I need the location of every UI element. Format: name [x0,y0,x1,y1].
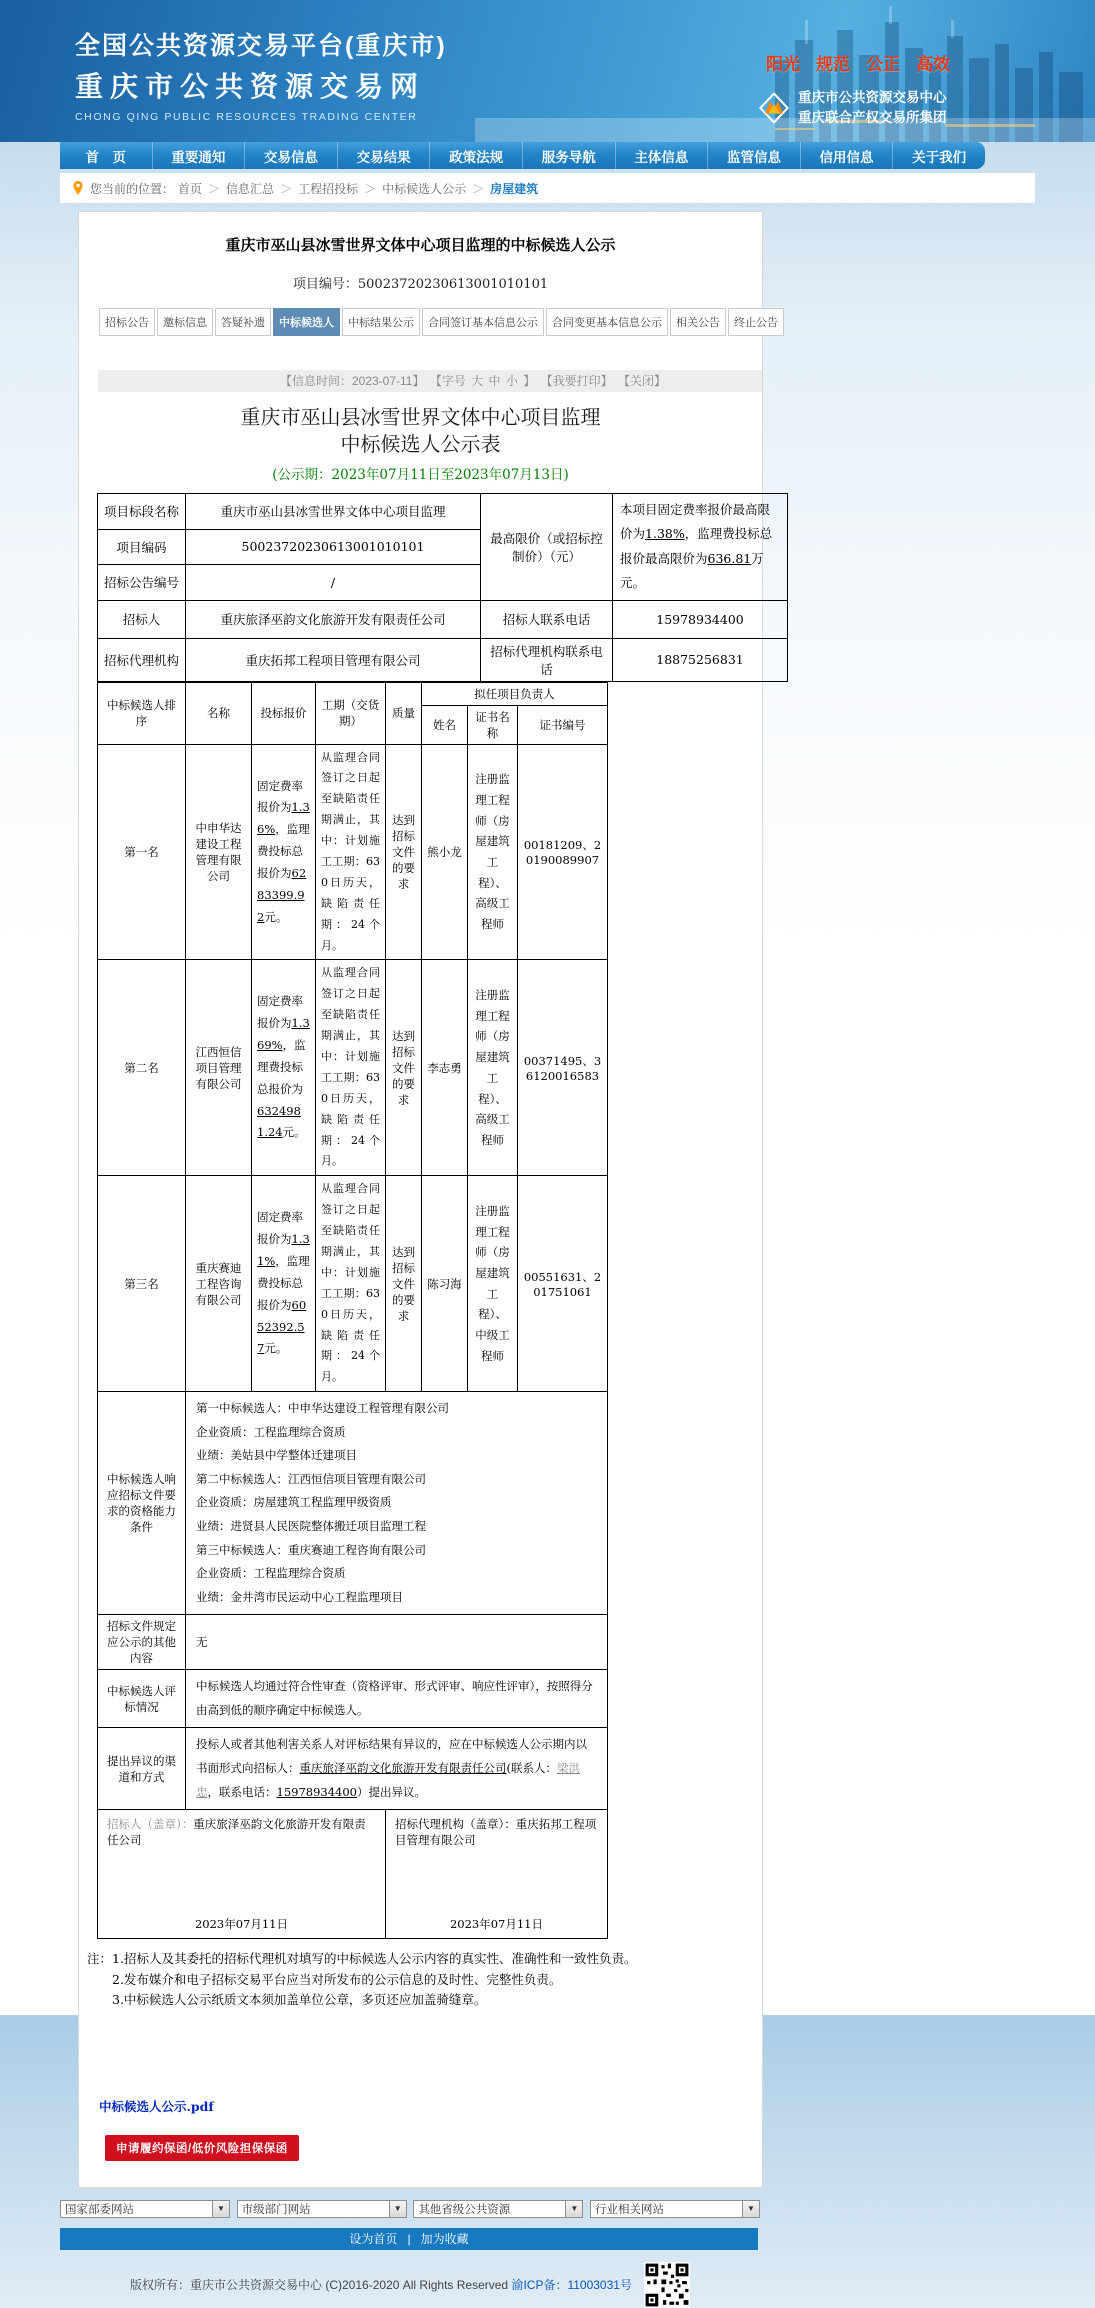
candidate-cert-no: 00371495、36120016583 [518,960,608,1176]
tenderer-phone: 15978934400 [613,600,788,638]
header-cert-name: 证书名称 [468,705,518,744]
row-label: 招标人 [98,600,186,638]
close-button[interactable]: 【关闭】 [617,374,666,388]
project-section-name: 重庆市巫山县冰雪世界文体中心项目监理 [186,494,481,530]
candidate-name: 重庆赛迪工程咨询有限公司 [186,1176,252,1392]
attachment-pdf-link[interactable]: 中标候选人公示.pdf [99,2098,214,2114]
price-part: 固定费率报价为 [257,778,303,815]
select-other-province-resources[interactable] [413,2200,583,2218]
qualification-line: 业绩：进贤县人民医院整体搬迁项目监理工程 [196,1519,426,1534]
tenderer-name: 重庆旅泽巫韵文化旅游开发有限责任公司 [186,600,481,638]
tenderer-seal-label: 招标人（盖章）： [107,1817,194,1832]
qualification-line: 业绩：美姑县中学整体迁建项目 [196,1448,357,1463]
dropdown-arrow-icon[interactable]: ▼ [565,2201,582,2217]
section-label: 中标候选人响应招标文件要求的资格能力条件 [98,1392,186,1615]
nav-item-service-guide[interactable]: 服务导航 [523,142,616,169]
tab-contract-signing-info[interactable]: 合同签订基本信息公示 [422,308,544,336]
nav-item-trade-info[interactable]: 交易信息 [245,142,338,169]
tab-result-publicity[interactable]: 中标结果公示 [342,308,420,336]
nav-item-notices[interactable]: 重要通知 [153,142,246,169]
evaluation-content: 中标候选人均通过符合性审查（资格评审、形式评审、响应性评审），按照得分由高到低的顺序确定中标候选人。 [186,1670,608,1728]
candidate-row-3 [98,1176,608,1392]
project-number-line [79,273,762,292]
dropdown-arrow-icon[interactable]: ▼ [742,2201,759,2217]
font-size-large-button[interactable]: 大 [471,374,484,388]
content-panel [78,211,778,2188]
guarantee-apply-button[interactable]: 申请履约保函/低价风险担保保函 [105,2135,299,2161]
breadcrumb-link-home[interactable]: 首页 [178,181,203,196]
objection-part: ，联系电话： [207,1784,277,1799]
candidate-person: 李志勇 [422,960,468,1176]
article-title: 重庆市巫山县冰雪世界文体中心项目监理的中标候选人公示 [225,236,616,254]
breadcrumb-separator: ＞ [472,181,485,196]
objection-part: (联系人： [506,1760,557,1775]
document-title [79,404,762,458]
candidate-price [252,1176,316,1392]
tab-winning-candidates[interactable]: 中标候选人 [273,308,340,336]
copyright-text: 版权所有：重庆市公共资源交易中心 (C)2016-2020 All Rights Reserved [130,2278,509,2293]
note-line: 2.发布媒介和电子招标交易平台应当对所发布的公示信息的及时性、完整性负责。 [112,1971,562,1987]
price-part: 元。 [264,1341,288,1356]
info-time: 【信息时间：2023-07-11】 [279,374,425,388]
qualification-row [98,1392,608,1615]
breadcrumb-separator: ＞ [208,181,221,196]
slogan-words [766,50,950,75]
price-amount: 6052392.57 [257,1297,307,1356]
objection-content [186,1728,608,1810]
tab-bid-announcement[interactable]: 招标公告 [99,308,155,336]
candidate-row-2 [98,960,608,1176]
section-label: 提出异议的渠道和方式 [98,1728,186,1810]
set-home-link[interactable]: 设为首页 [349,2232,398,2247]
copyright-bar [60,2262,760,2308]
agency-seal-name: 重庆拓邦工程项目管理有限公司 [395,1817,597,1848]
other-content-row [98,1615,608,1670]
breadcrumb [60,173,1035,203]
document-title-line2: 中标候选人公示表 [340,432,501,456]
dropdown-arrow-icon[interactable]: ▼ [389,2201,406,2217]
header-leader: 拟任项目负责人 [422,682,608,705]
breadcrumb-prefix: 您当前的位置： [90,181,175,196]
select-value: 其他省级公共资源 [418,2203,511,2216]
breadcrumb-link-candidate-publicity[interactable]: 中标候选人公示 [382,181,467,196]
org-line1: 重庆市公共资源交易中心 [798,90,947,105]
candidate-person: 陈习海 [422,1176,468,1392]
slogan-word: 公正 [866,55,900,74]
home-favorite-bar [60,2228,758,2250]
note-line: 3.中标候选人公示纸质文本须加盖单位公章，多页还应加盖骑缝章。 [112,1992,487,2008]
price-rate: 1.369% [257,1016,310,1053]
candidate-person: 熊小龙 [422,744,468,960]
objection-part: 投标人或者其他利害关系人对评标结果有异议的，应在中标候选人公示期内以书面形式向招标人： [196,1737,587,1775]
nav-item-about-us[interactable]: 关于我们 [912,149,967,165]
tab-contract-change-info[interactable]: 合同变更基本信息公示 [546,308,668,336]
nav-item-entity-info[interactable]: 主体信息 [616,142,709,169]
print-button[interactable]: 【我要打印】 [540,374,613,388]
nav-item-trade-results[interactable]: 交易结果 [338,142,431,169]
breadcrumb-separator: ＞ [280,181,293,196]
header-price: 投标报价 [252,682,316,744]
candidate-quality: 达到招标文件的要求 [386,1176,422,1392]
nav-item-credit-info[interactable]: 信用信息 [801,142,894,169]
site-title-english: CHONG QING PUBLIC RESOURCES TRADING CENTER [75,111,418,123]
candidate-rank: 第三名 [98,1176,186,1392]
candidates-table [97,682,608,1940]
price-rate: 1.31% [257,1232,310,1268]
candidate-cert: 注册监理工程师（房屋建筑工程）、高级工程师 [468,744,518,960]
candidate-rank: 第一名 [98,744,186,960]
breadcrumb-link-bidding[interactable]: 工程招投标 [298,181,359,196]
tenderer-seal-name: 重庆旅泽巫韵文化旅游开发有限责任公司 [107,1817,366,1848]
row-label: 招标代理机构联系电话 [481,638,613,681]
project-number-value: 50023720230613001010101 [357,277,549,292]
price-amount: 6283399.92 [257,865,307,924]
select-industry-sites[interactable] [590,2200,760,2218]
project-code: 50023720230613001010101 [186,529,481,565]
candidate-duration: 从监理合同签订之日起至缺陷责任期满止，其中：计划施工工期：630日历天，缺陷责任期：24个月。 [316,744,386,960]
nav-item-policies[interactable]: 政策法规 [430,142,523,169]
price-part: ，监理费投标总报价为 [257,822,310,880]
price-part: 固定费率报价为 [257,1210,303,1247]
candidate-duration: 从监理合同签订之日起至缺陷责任期满止，其中：计划施工工期：630日历天，缺陷责任期：24个月。 [316,1176,386,1392]
price-limit-text [613,494,788,601]
slogan-word: 规范 [816,55,850,74]
other-content-value: 无 [186,1615,608,1670]
candidate-cert-no: 00551631、201751061 [518,1176,608,1392]
price-part: 固定费率报价为 [257,994,303,1031]
qualification-line: 企业资质：工程监理综合资质 [196,1566,346,1581]
section-label: 招标文件规定应公示的其他内容 [98,1615,186,1670]
project-number-label: 项目编号： [292,277,358,292]
candidate-quality: 达到招标文件的要求 [386,960,422,1176]
tenderer-sign-date: 2023年07月11日 [194,1917,289,1932]
header-cert-no: 证书编号 [518,705,608,744]
tab-invitation-info[interactable]: 邀标信息 [157,308,213,336]
org-block [758,88,947,127]
header-rank: 中标候选人排序 [98,682,186,744]
announcement-number: / [186,565,481,601]
price-part: 元。 [282,1125,306,1140]
row-label: 招标公告编号 [98,565,186,601]
select-national-ministry-sites[interactable] [60,2200,230,2218]
site-banner [0,0,1095,142]
icp-number: 渝ICP备：11003031号 [511,2278,632,2293]
font-size-bracket: 】 [523,374,536,388]
header-quality: 质量 [386,682,422,744]
objection-tenderer: 重庆旅泽巫韵文化旅游开发有限责任公司 [299,1760,507,1775]
breadcrumb-separator: ＞ [364,181,377,196]
row-label: 招标人联系电话 [481,600,613,638]
price-part: ，监理费投标总报价为 [257,1038,306,1096]
evaluation-row [98,1670,608,1728]
limit-amount-value: 636.81 [707,550,752,566]
header-person: 姓名 [422,705,468,744]
font-size-small-button[interactable]: 小 [505,374,518,388]
nav-item-home[interactable]: 首 页 [60,142,153,169]
qualification-line: 企业资质：房屋建筑工程监理甲级资质 [196,1495,392,1510]
candidate-cert: 注册监理工程师（房屋建筑工程）、中级工程师 [468,1176,518,1392]
slogan-word: 阳光 [766,55,800,74]
org-line2: 重庆联合产权交易所集团 [798,109,947,125]
breadcrumb-current[interactable]: 房屋建筑 [490,181,539,196]
candidate-rank: 第二名 [98,960,186,1176]
qualification-content [186,1392,608,1615]
limit-rate-value: 1.38% [645,526,685,542]
document-title-line1: 重庆市巫山县冰雪世界文体中心项目监理 [240,405,601,429]
agency-signature-cell [386,1810,608,1939]
note-line: 1.招标人及其委托的招标代理机对填写的中标候选人公示内容的真实性、准确性和一致性负责。 [112,1951,637,1967]
limit-text-part: 本项目固定费率报价最高限价为 [620,502,771,542]
slogan-word: 高效 [916,55,950,74]
header-duration: 工期（交货期） [316,682,386,744]
signature-row [98,1810,608,1939]
announcement-tabs [99,308,778,336]
location-pin-icon [72,180,84,196]
qualification-line: 第一中标候选人：中申华达建设工程管理有限公司 [196,1401,449,1416]
bar-divider: | [407,2231,411,2246]
candidate-quality: 达到招标文件的要求 [386,744,422,960]
qr-code-icon [644,2262,690,2308]
select-value: 行业相关网站 [594,2203,664,2216]
agency-seal-label: 招标代理机构（盖章）： [395,1817,516,1832]
candidate-row-1 [98,744,608,960]
limit-text-part: ，监理费投标总报价最高限价为 [620,526,773,566]
objection-contact-phone: 15978934400 [276,1784,357,1799]
qualification-line: 第二中标候选人：江西恒信项目管理有限公司 [196,1471,426,1486]
objection-contact-person: 梁洪忠 [196,1760,580,1799]
select-municipal-dept-sites[interactable] [237,2200,407,2218]
price-rate: 1.36% [257,800,310,837]
limit-text-part: 万元。 [620,550,764,591]
agency-name: 重庆拓邦工程项目管理有限公司 [186,638,481,681]
candidate-name: 中申华达建设工程管理有限公司 [186,744,252,960]
org-logo-icon [758,92,790,124]
candidate-duration: 从监理合同签订之日起至缺陷责任期满止，其中：计划施工工期：630日历天，缺陷责任期：24个月。 [316,960,386,1176]
tab-qa-addendum[interactable]: 答疑补遗 [215,308,271,336]
tab-related-announcements[interactable]: 相关公告 [670,308,726,336]
publicity-period: (公示期：2023年07月11日至2023年07月13日) [272,467,569,483]
price-part: 元。 [264,909,288,924]
select-value: 国家部委网站 [65,2203,134,2216]
candidate-cert-no: 00181209、20190089907 [518,744,608,960]
candidate-price [252,744,316,960]
site-title-block [75,26,447,123]
candidate-price [252,960,316,1176]
notes-prefix: 注： [87,1951,113,1967]
agency-phone: 18875256831 [613,638,788,681]
select-value: 市级部门网站 [241,2203,311,2216]
notes-block [87,1949,762,2011]
add-favorite-link[interactable]: 加为收藏 [420,2232,469,2247]
friend-links-row [60,2200,760,2218]
font-size-medium-button[interactable]: 中 [488,374,501,388]
row-label: 项目编码 [98,529,186,565]
site-title-line2: 重庆市公共资源交易网 [75,71,426,102]
main-nav [60,142,985,169]
qualification-line: 业绩：金井湾市民运动中心工程监理项目 [196,1589,403,1604]
qualification-line: 企业资质：工程监理综合资质 [196,1424,346,1439]
price-limit-label: 最高限价（或招标控制价）（元） [481,494,613,601]
header-name: 名称 [186,682,252,744]
row-label: 项目标段名称 [98,494,186,530]
meta-bar [98,370,762,392]
price-part: ，监理费投标总报价为 [257,1254,310,1312]
row-label: 招标代理机构 [98,638,186,681]
tenderer-signature-cell [98,1810,386,1939]
candidate-name: 江西恒信项目管理有限公司 [186,960,252,1176]
site-title-line1: 全国公共资源交易平台(重庆市) [75,32,447,60]
objection-part: ）提出异议。 [356,1784,426,1799]
qualification-line: 第三中标候选人：重庆赛迪工程咨询有限公司 [196,1542,426,1557]
font-size-label: 【字号 [429,374,466,388]
agency-sign-date: 2023年07月11日 [449,1917,544,1932]
dropdown-arrow-icon[interactable]: ▼ [212,2201,229,2217]
objection-row [98,1728,608,1810]
nav-item-supervision[interactable]: 监管信息 [708,142,801,169]
tab-termination-announcement[interactable]: 终止公告 [728,308,784,336]
price-amount: 6324981.24 [257,1103,301,1140]
breadcrumb-link-info-summary[interactable]: 信息汇总 [226,181,275,196]
section-label: 中标候选人评标情况 [98,1670,186,1728]
candidate-cert: 注册监理工程师（房屋建筑工程）、高级工程师 [468,960,518,1176]
project-info-table [97,493,788,682]
